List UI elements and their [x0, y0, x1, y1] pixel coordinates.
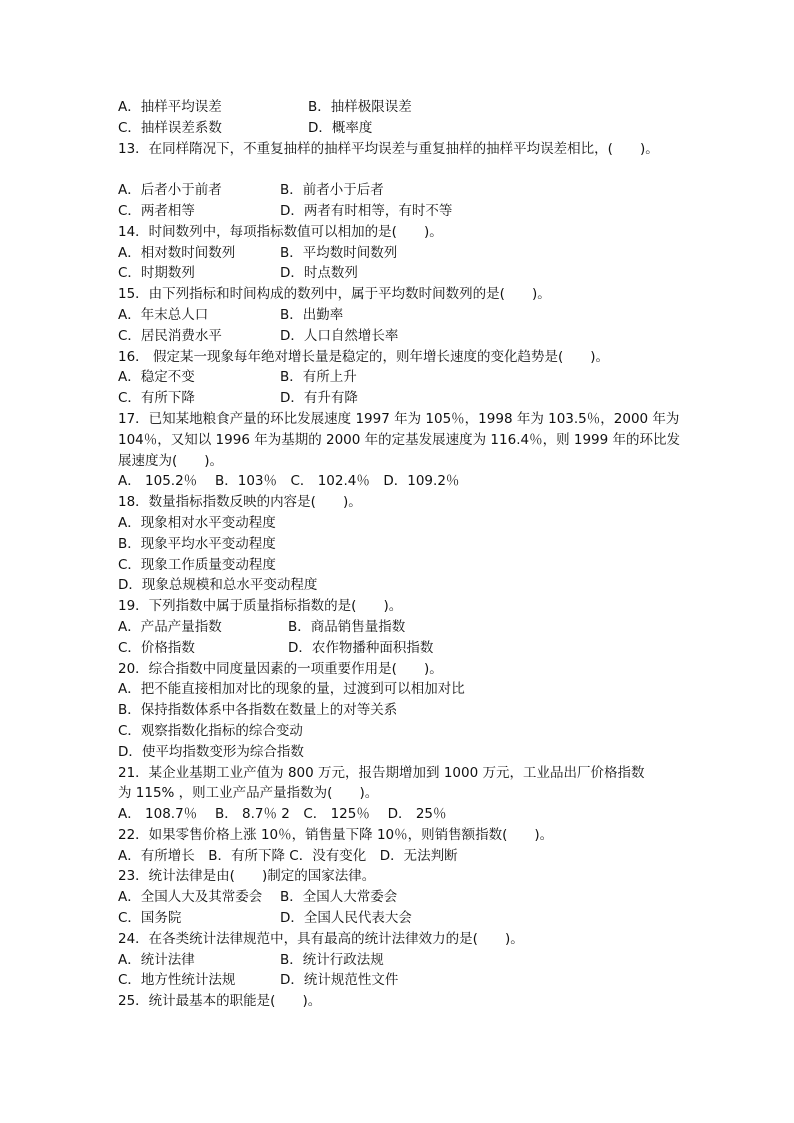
- option-b: B．统计行政法规: [280, 951, 384, 968]
- option-d: D．两者有时相等，有时不等: [280, 202, 453, 219]
- option-c: C．观察指数化指标的综合变动: [118, 722, 303, 739]
- option-a: A．抽样平均误差: [118, 99, 222, 115]
- question-stem: 15．由下列指标和时间构成的数列中，属于平均数时间数列的是( )。: [118, 286, 551, 303]
- question-stem: 21．某企业基期工业产值为 800 万元，报告期增加到 1000 万元，工业品出厂价格指数: [118, 764, 645, 781]
- option-row: [118, 97, 678, 118]
- option-c: C．价格指数: [118, 639, 195, 656]
- question-stem: 为 115% ，则工业产品产量指数为( )。: [118, 785, 379, 802]
- option-b: B．商品销售量指数: [288, 618, 406, 635]
- question-stem: 16． 假定某一现象每年绝对增长量是稳定的，则年增长速度的变化趋势是( )。: [118, 348, 610, 365]
- option-row: [118, 263, 678, 284]
- option-d: D．现象总规模和总水平变动程度: [118, 577, 318, 594]
- question-stem: 25．统计最基本的职能是( )。: [118, 993, 322, 1010]
- option-b: B．现象平均水平变动程度: [118, 535, 276, 552]
- option-c: C．两者相等: [118, 202, 195, 219]
- option-row: [118, 887, 678, 908]
- question-stem: 20．综合指数中同度量因素的一项重要作用是( )。: [118, 660, 443, 677]
- option-b: B．平均数时间数列: [280, 244, 398, 261]
- question-stem: 14．时间数列中，每项指标数值可以相加的是( )。: [118, 223, 443, 240]
- option-row: [118, 908, 678, 929]
- question-stem: 24．在各类统计法律规范中，具有最高的统计法律效力的是( )。: [118, 930, 524, 947]
- option-b: B．保持指数体系中各指数在数量上的对等关系: [118, 702, 398, 719]
- question-stem: 18．数量指标指数反映的内容是( )。: [118, 494, 362, 511]
- option-c: C．地方性统计法规: [118, 972, 236, 989]
- option-row: [118, 388, 678, 409]
- option-c: C．国务院: [118, 910, 182, 927]
- option-row: [118, 243, 678, 264]
- option-row: A．有所增长 B．有所下降 C．没有变化 D．无法判断: [118, 847, 458, 864]
- option-c: C．有所下降: [118, 390, 195, 407]
- option-a: A．产品产量指数: [118, 618, 222, 635]
- question-stem: 22．如果零售价格上涨 10％，销售量下降 10％，则销售额指数( )。: [118, 826, 554, 843]
- option-a: A．相对数时间数列: [118, 244, 236, 261]
- option-d: D．统计规范性文件: [280, 972, 399, 989]
- option-row: [118, 638, 678, 659]
- option-a: A．把不能直接相加对比的现象的量，过渡到可以相加对比: [118, 681, 465, 698]
- option-row: [118, 201, 678, 222]
- option-row: [118, 326, 678, 347]
- option-d: D．全国人民代表大会: [280, 910, 412, 927]
- option-d: D．有升有降: [280, 390, 358, 407]
- option-row: A． 108.7％ B． 8.7％ 2 C． 125％ D． 25％: [118, 806, 447, 823]
- option-b: B．出勤率: [280, 306, 344, 323]
- option-row: [118, 617, 678, 638]
- option-row: [118, 950, 678, 971]
- option-row: [118, 970, 678, 991]
- option-b: B．全国人大常委会: [280, 889, 398, 906]
- option-d: D．概率度: [308, 119, 373, 136]
- question-stem: 17．已知某地粮食产量的环比发展速度 1997 年为 105％，1998 年为 103.5％，2000 年为: [118, 410, 680, 427]
- question-stem: 13．在同样隋况下，不重复抽样的抽样平均误差与重复抽样的抽样平均误差相比，( )。: [118, 140, 659, 157]
- option-row: [118, 305, 678, 326]
- option-a: A．现象相对水平变动程度: [118, 514, 276, 531]
- option-a: A．后者小于前者: [118, 182, 222, 199]
- option-d: D．人口自然增长率: [280, 327, 399, 344]
- option-c: C．居民消费水平: [118, 327, 222, 344]
- option-b: B．抽样极限误差: [308, 99, 412, 115]
- option-row: [118, 367, 678, 388]
- option-a: A．统计法律: [118, 951, 195, 968]
- question-stem: 19．下列指数中属于质量指标指数的是( )。: [118, 598, 403, 615]
- option-b: B．有所上升: [280, 369, 357, 386]
- option-c: C．抽样误差系数: [118, 119, 222, 136]
- question-stem: 23．统计法律是由( )制定的国家法律。: [118, 868, 376, 885]
- question-stem: 展速度为( )。: [118, 452, 224, 469]
- option-a: A．年末总人口: [118, 306, 209, 323]
- option-c: C．现象工作质量变动程度: [118, 556, 276, 573]
- option-d: D．使平均指数变形为综合指数: [118, 743, 304, 760]
- option-d: D．农作物播种面积指数: [288, 639, 434, 656]
- question-stem: 104％，又知以 1996 年为基期的 2000 年的定基发展速度为 116.4％，则 1999 年的环比发: [118, 431, 681, 448]
- option-a: A．稳定不变: [118, 369, 195, 386]
- option-c: C．时期数列: [118, 265, 195, 282]
- option-row: A． 105.2％ B．103％ C． 102.4％ D．109.2％: [118, 473, 460, 490]
- option-row: [118, 180, 678, 201]
- option-row: [118, 118, 678, 139]
- option-a: A．全国人大及其常委会: [118, 889, 263, 906]
- option-b: B．前者小于后者: [280, 182, 384, 199]
- option-d: D．时点数列: [280, 265, 358, 282]
- document-page: [118, 97, 681, 1012]
